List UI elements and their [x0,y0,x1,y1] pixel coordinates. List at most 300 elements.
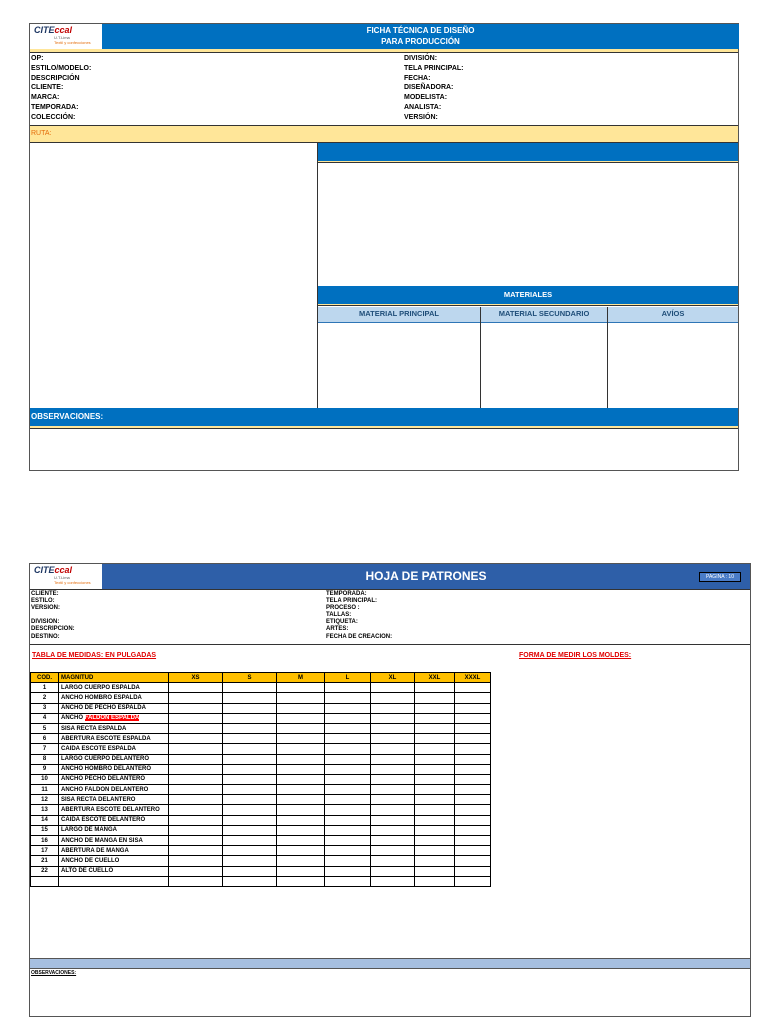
row-code: 1 [31,683,59,693]
table-row [31,693,491,703]
size-cell[interactable] [277,866,325,876]
row-magnitud [59,815,169,825]
logo [34,25,100,49]
logo-line2: Textil y confecciones [54,40,91,45]
size-cell[interactable] [169,836,223,846]
page-title: HOJA DE PATRONES [365,569,487,583]
size-cell[interactable] [415,723,455,733]
row-magnitud [59,825,169,835]
size-cell[interactable] [169,713,223,723]
material-principal-header: MATERIAL PRINCIPAL [318,307,480,323]
size-cell[interactable] [415,815,455,825]
size-cell[interactable] [325,754,371,764]
field-destino: DESTINO: [31,633,60,640]
row-code [31,876,59,886]
size-cell[interactable] [325,856,371,866]
size-cell[interactable] [223,795,277,805]
row-magnitud [59,744,169,754]
column-divider [607,307,608,408]
field-version: VERSIÓN: [404,113,438,121]
left-fields [31,54,331,123]
size-cell[interactable] [325,795,371,805]
size-cell[interactable] [169,693,223,703]
row-magnitud [59,866,169,876]
field-modelista: MODELISTA: [404,94,448,102]
header-l: L [325,673,371,683]
size-cell[interactable] [371,764,415,774]
size-cell[interactable] [277,703,325,713]
size-cell[interactable] [415,846,455,856]
size-cell[interactable] [169,846,223,856]
field-proceso: PROCESO : [326,605,360,612]
row-magnitud-text: ANCHO DE MANGA EN SISA [61,837,143,844]
row-magnitud [59,836,169,846]
size-cell[interactable] [371,805,415,815]
size-cell[interactable] [455,795,491,805]
size-cell[interactable] [415,703,455,713]
size-cell[interactable] [371,774,415,784]
right-fields [404,54,704,123]
field-descripcion: DESCRIPCION: [31,626,75,633]
materiales-header [318,286,738,304]
row-code: 12 [31,795,59,805]
row-code: 4 [31,713,59,723]
ruta-label: RUTA: [31,130,52,137]
size-cell[interactable] [455,734,491,744]
logo-line2: Textil y confecciones [54,580,91,585]
row-magnitud-text: ANCHO DE CUELLO [61,857,120,864]
divider [30,52,738,53]
materiales-label: MATERIALES [503,290,553,299]
size-cell[interactable] [325,723,371,733]
size-cell[interactable] [455,785,491,795]
table-row [31,836,491,846]
row-magnitud-text: ANCHO PECHO DELANTERO [61,776,146,783]
size-cell[interactable] [455,825,491,835]
field-fecha: FECHA: [404,74,431,82]
size-cell[interactable] [325,836,371,846]
size-cell[interactable] [371,693,415,703]
size-cell[interactable] [169,805,223,815]
page-title-line2: PARA PRODUCCIÓN [381,37,460,46]
size-cell[interactable] [325,785,371,795]
size-cell[interactable] [223,723,277,733]
row-code: 6 [31,734,59,744]
divider [30,589,750,590]
table-row [31,723,491,733]
size-cell[interactable] [277,825,325,835]
page-title-line1: FICHA TÉCNICA DE DISEÑO [366,26,475,35]
row-magnitud-text: ABERTURA DE MANGA [61,847,129,854]
field-blank [31,612,311,619]
size-cell[interactable] [415,734,455,744]
size-cell[interactable] [277,785,325,795]
field-temporada: TEMPORADA: [326,591,367,597]
size-cell[interactable] [371,795,415,805]
field-tela-principal: TELA PRINCIPAL: [404,64,464,72]
table-row [31,734,491,744]
size-cell[interactable] [223,846,277,856]
size-cell[interactable] [325,815,371,825]
size-cell[interactable] [277,764,325,774]
size-cell[interactable] [277,815,325,825]
observaciones-label: OBSERVACIONES: [31,412,104,421]
row-magnitud [59,785,169,795]
row-magnitud-text: CAIDA ESCOTE ESPALDA [61,745,137,752]
row-code: 5 [31,723,59,733]
field-coleccion: COLECCIÓN: [31,113,76,121]
size-cell[interactable] [371,713,415,723]
size-cell[interactable] [325,774,371,784]
size-cell[interactable] [415,754,455,764]
design-tech-sheet [29,23,739,471]
size-cell[interactable] [371,754,415,764]
size-cell[interactable] [325,703,371,713]
field-op: OP: [31,55,44,62]
table-row [31,683,491,693]
table-row [31,764,491,774]
size-cell[interactable] [169,734,223,744]
size-cell[interactable] [169,774,223,784]
size-cell[interactable] [371,723,415,733]
ruta-bar [30,125,738,143]
field-temporada: TEMPORADA: [31,103,79,111]
row-code: 10 [31,774,59,784]
size-cell[interactable] [455,703,491,713]
size-cell[interactable] [223,785,277,795]
size-cell[interactable] [415,713,455,723]
size-cell[interactable] [325,866,371,876]
observaciones-header [30,408,738,426]
row-code: 15 [31,825,59,835]
row-code: 13 [31,805,59,815]
size-cell[interactable] [223,856,277,866]
table-row [31,805,491,815]
size-cell[interactable] [371,703,415,713]
size-cell[interactable] [415,683,455,693]
size-cell[interactable] [277,754,325,764]
size-cell[interactable] [371,846,415,856]
header-xs: XS [169,673,223,683]
header-xxxl: XXXL [455,673,491,683]
avios-header: AVÍOS [608,307,738,323]
size-cell[interactable] [415,866,455,876]
size-cell[interactable] [277,723,325,733]
size-cell[interactable] [455,744,491,754]
size-cell[interactable] [455,754,491,764]
title-bar [102,564,750,589]
size-cell[interactable] [223,764,277,774]
size-cell[interactable] [415,876,455,886]
size-cell[interactable] [223,825,277,835]
row-magnitud-highlight: FALDON ESPALDA [84,715,140,722]
field-version: VERSION: [31,605,61,612]
row-magnitud-text: ANCHO DE PECHO ESPALDA [61,705,146,712]
row-magnitud-text: ABERTURA ESCOTE ESPALDA [61,735,151,742]
size-cell[interactable] [169,825,223,835]
logo-line1: U.T.Lima [54,575,70,580]
size-cell[interactable] [455,836,491,846]
size-cell[interactable] [223,693,277,703]
row-code: 14 [31,815,59,825]
size-cell[interactable] [169,876,223,886]
row-magnitud [59,876,169,886]
size-cell[interactable] [455,723,491,733]
row-code: 7 [31,744,59,754]
size-cell[interactable] [277,846,325,856]
size-cell[interactable] [223,754,277,764]
row-code: 9 [31,764,59,774]
size-cell[interactable] [169,683,223,693]
row-code: 21 [31,856,59,866]
size-cell[interactable] [277,836,325,846]
size-cell[interactable] [455,774,491,784]
column-divider [317,143,318,408]
right-fields [326,591,606,641]
size-cell[interactable] [325,693,371,703]
observaciones-label: OBSERVACIONES: [31,970,77,976]
table-row [31,795,491,805]
size-cell[interactable] [223,703,277,713]
size-cell[interactable] [325,876,371,886]
size-cell[interactable] [223,866,277,876]
field-cliente: CLIENTE: [31,84,64,92]
field-marca: MARCA: [31,94,60,102]
row-code: 22 [31,866,59,876]
row-magnitud-text: ABERTURA ESCOTE DELANTERO [61,807,160,814]
table-row [31,815,491,825]
logo-brand-b: ccal [54,25,73,35]
table-row [31,866,491,876]
logo-brand-a: CITE [34,25,55,35]
table-row [31,846,491,856]
row-magnitud-text: ANCHO HOMBRO ESPALDA [61,694,142,701]
size-cell[interactable] [325,683,371,693]
table-row [31,703,491,713]
row-magnitud [59,764,169,774]
size-cell[interactable] [455,815,491,825]
row-magnitud-text: ANCHO HOMBRO DELANTERO [61,766,151,773]
row-magnitud [59,683,169,693]
row-magnitud-text: ALTO DE CUELLO [61,868,114,875]
size-cell[interactable] [455,805,491,815]
size-cell[interactable] [223,744,277,754]
column-divider [480,307,481,408]
row-magnitud-text: LARGO CUERPO ESPALDA [61,684,140,691]
size-cell[interactable] [169,744,223,754]
size-cell[interactable] [169,754,223,764]
size-cell[interactable] [455,764,491,774]
measurements-table [30,672,491,887]
size-cell[interactable] [371,825,415,835]
size-cell[interactable] [415,856,455,866]
size-cell[interactable] [325,734,371,744]
field-disenadora: DISEÑADORA: [404,84,454,92]
field-division: DIVISIÓN: [404,55,438,62]
table-row [31,876,491,886]
size-cell[interactable] [371,815,415,825]
size-cell[interactable] [455,866,491,876]
size-cell[interactable] [455,856,491,866]
size-cell[interactable] [371,744,415,754]
divider [318,161,738,163]
size-cell[interactable] [277,683,325,693]
size-cell[interactable] [455,876,491,886]
table-row [31,774,491,784]
field-tela-principal: TELA PRINCIPAL: [326,598,377,605]
title-bar [102,24,739,49]
logo [34,565,102,589]
logo-brand-b: ccal [54,565,73,575]
row-magnitud-text: ANCHO FALDON DELANTERO [61,786,149,793]
row-magnitud-text: ANCHO [61,715,83,722]
row-magnitud [59,723,169,733]
size-cell[interactable] [455,683,491,693]
table-row [31,754,491,764]
size-cell[interactable] [169,866,223,876]
header-xl: XL [371,673,415,683]
field-descripcion: DESCRIPCIÓN [31,74,80,82]
row-magnitud [59,754,169,764]
row-magnitud [59,774,169,784]
size-cell[interactable] [277,774,325,784]
size-cell[interactable] [223,734,277,744]
size-cell[interactable] [169,703,223,713]
row-magnitud [59,805,169,815]
field-artes: ARTES: [326,626,349,633]
size-cell[interactable] [455,846,491,856]
size-cell[interactable] [223,683,277,693]
field-fecha-creacion: FECHA DE CREACION: [326,633,393,640]
size-cell[interactable] [371,683,415,693]
table-row [31,825,491,835]
page-number-box: PAGINA : 10 [699,572,741,582]
table-header-row [31,673,491,683]
size-cell[interactable] [223,836,277,846]
size-cell[interactable] [371,856,415,866]
size-cell[interactable] [223,774,277,784]
size-cell[interactable] [415,774,455,784]
forma-title: FORMA DE MEDIR LOS MOLDES: [519,652,632,659]
row-magnitud-text: LARGO CUERPO DELANTERO [61,756,150,763]
row-magnitud-text: LARGO DE MANGA [61,827,117,834]
size-cell[interactable] [415,764,455,774]
size-cell[interactable] [325,825,371,835]
size-cell[interactable] [169,723,223,733]
size-cell[interactable] [415,693,455,703]
observaciones-bar [30,958,750,969]
row-code: 16 [31,836,59,846]
left-fields [31,591,311,641]
table-row [31,744,491,754]
table-row [31,713,491,723]
row-code: 11 [31,785,59,795]
header-cod: COD. [31,673,59,683]
row-code: 8 [31,754,59,764]
size-cell[interactable] [325,805,371,815]
size-cell[interactable] [371,836,415,846]
row-magnitud-text: SISA RECTA DELANTERO [61,796,136,803]
size-cell[interactable] [455,693,491,703]
row-magnitud [59,703,169,713]
size-cell[interactable] [169,764,223,774]
header-magnitud: MAGNITUD [59,673,169,683]
row-code: 2 [31,693,59,703]
row-magnitud [59,795,169,805]
size-cell[interactable] [277,744,325,754]
row-magnitud [59,693,169,703]
size-cell[interactable] [415,836,455,846]
row-magnitud [59,713,169,723]
size-cell[interactable] [415,825,455,835]
header-s: S [223,673,277,683]
right-header-bar [318,143,738,161]
size-cell[interactable] [169,795,223,805]
field-etiqueta: ETIQUETA: [326,619,358,626]
size-cell[interactable] [169,856,223,866]
size-cell[interactable] [169,785,223,795]
row-magnitud-text: CAIDA ESCOTE DELANTERO [61,817,146,824]
size-cell[interactable] [415,795,455,805]
size-cell[interactable] [371,876,415,886]
size-cell[interactable] [325,713,371,723]
divider [318,304,738,306]
field-analista: ANALISTA: [404,103,442,111]
size-cell[interactable] [169,815,223,825]
field-cliente: CLIENTE: [31,591,59,597]
logo-line1: U.T.Lima [54,35,70,40]
size-cell[interactable] [371,785,415,795]
row-magnitud-text: SISA RECTA ESPALDA [61,725,127,732]
size-cell[interactable] [371,734,415,744]
size-cell[interactable] [415,785,455,795]
size-cell[interactable] [415,744,455,754]
size-cell[interactable] [325,764,371,774]
row-magnitud [59,856,169,866]
table-row [31,856,491,866]
divider [30,426,738,429]
size-cell[interactable] [223,876,277,886]
header-xxl: XXL [415,673,455,683]
field-tallas: TALLAS: [326,612,352,619]
row-magnitud [59,846,169,856]
size-cell[interactable] [277,856,325,866]
size-cell[interactable] [223,815,277,825]
divider [30,644,750,645]
size-cell[interactable] [415,805,455,815]
size-cell[interactable] [371,866,415,876]
size-cell[interactable] [325,846,371,856]
size-cell[interactable] [277,876,325,886]
size-cell[interactable] [277,795,325,805]
table-row [31,785,491,795]
table-title: TABLA DE MEDIDAS: EN PULGADAS [32,652,157,659]
field-division: DIVISION: [31,619,60,626]
size-cell[interactable] [277,734,325,744]
size-cell[interactable] [277,713,325,723]
logo-brand-a: CITE [34,565,55,575]
size-cell[interactable] [223,805,277,815]
row-magnitud [59,734,169,744]
material-secundario-header: MATERIAL SECUNDARIO [481,307,607,323]
size-cell[interactable] [455,713,491,723]
size-cell[interactable] [277,693,325,703]
size-cell[interactable] [277,805,325,815]
pattern-sheet [29,563,751,1017]
header-m: M [277,673,325,683]
size-cell[interactable] [223,713,277,723]
size-cell[interactable] [325,744,371,754]
